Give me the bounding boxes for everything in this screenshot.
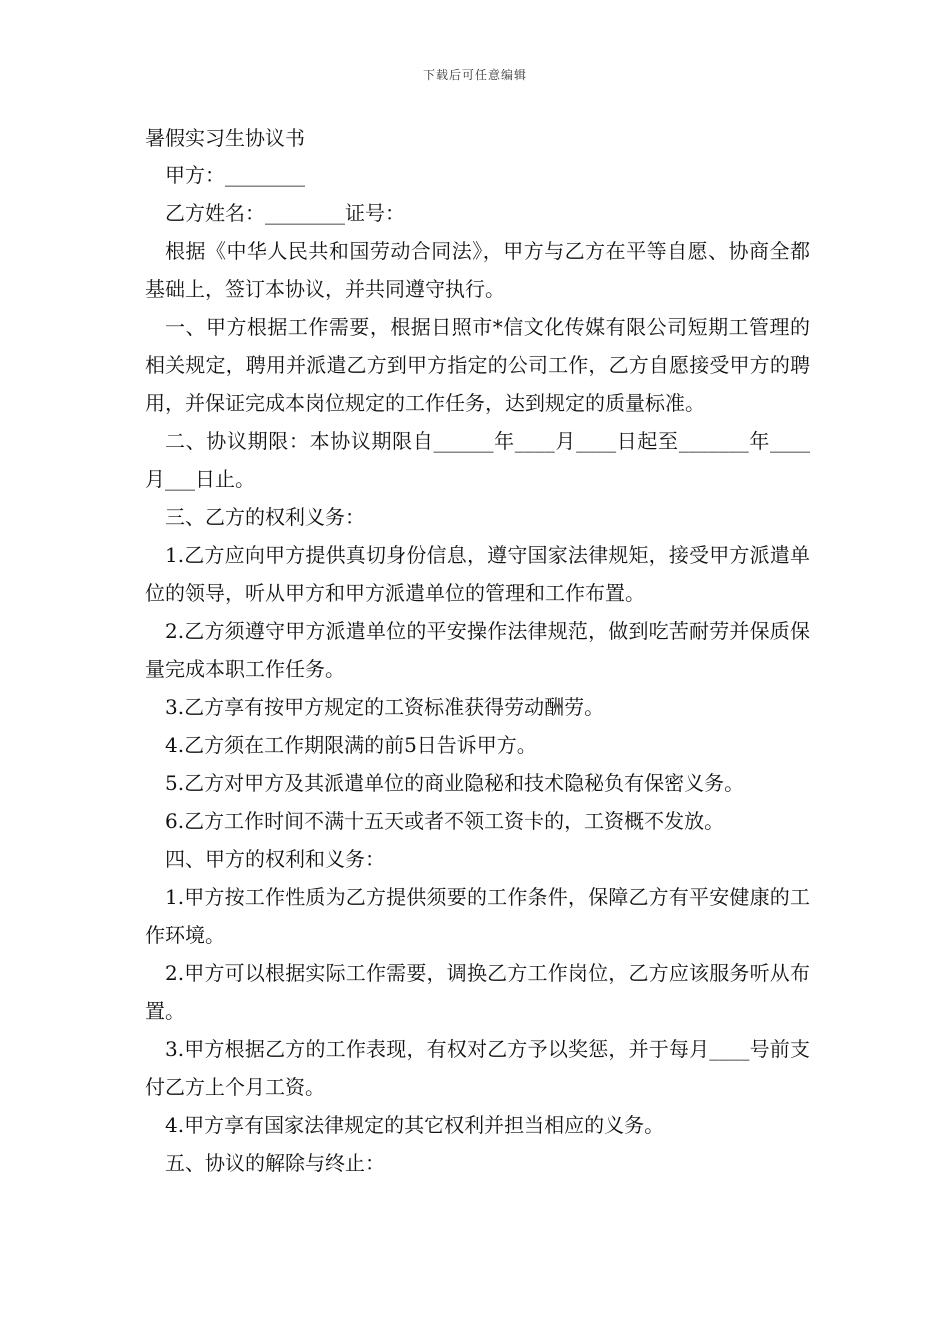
section-3-item-3: 3.乙方享有按甲方规定的工资标准获得劳动酬劳。 xyxy=(165,695,605,719)
section-4-item-3: 3.甲方根据乙方的工作表现，有权对乙方予以奖惩，并于每月____号前支付乙方上个月工资。 xyxy=(145,1037,810,1099)
document-body xyxy=(145,120,810,1182)
section-3-heading: 三、乙方的权利义务： xyxy=(165,505,365,529)
section-4-item-1: 1.甲方按工作性质为乙方提供须要的工作条件，保障乙方有平安健康的工作环境。 xyxy=(145,885,810,947)
section-4-item-4: 4.甲方享有国家法律规定的其它权利并担当相应的义务。 xyxy=(165,1113,665,1137)
clause-2-term: 二、协议期限：本协议期限自______年____月____日起至_______年____月___日止。 xyxy=(145,429,810,491)
document-title: 暑假实习生协议书 xyxy=(145,126,305,150)
section-3-item-5: 5.乙方对甲方及其派遣单位的商业隐秘和技术隐秘负有保密义务。 xyxy=(165,771,745,795)
section-3-item-6: 6.乙方工作时间不满十五天或者不领工资卡的，工资概不发放。 xyxy=(165,809,725,833)
section-5-heading: 五、协议的解除与终止： xyxy=(165,1151,385,1175)
intro-paragraph: 根据《中华人民共和国劳动合同法》，甲方与乙方在平等自愿、协商全都基础上，签订本协议，并共同遵守执行。 xyxy=(145,239,810,301)
section-4-item-2: 2.甲方可以根据实际工作需要，调换乙方工作岗位，乙方应该服务听从布置。 xyxy=(145,961,810,1023)
clause-1: 一、甲方根据工作需要，根据日照市*信文化传媒有限公司短期工管理的相关规定，聘用并派遣乙方到甲方指定的公司工作，乙方自愿接受甲方的聘用，并保证完成本岗位规定的工作任务，达到规定的质量标准。 xyxy=(145,315,810,415)
page-header-note: 下载后可任意编辑 xyxy=(422,68,527,82)
section-3-item-2: 2.乙方须遵守甲方派遣单位的平安操作法律规范，做到吃苦耐劳并保质保量完成本职工作任务。 xyxy=(145,619,810,681)
party-a-line: 甲方：________ xyxy=(165,163,305,187)
party-b-line: 乙方姓名：________证号： xyxy=(165,201,405,225)
section-3-item-4: 4.乙方须在工作期限满的前5日告诉甲方。 xyxy=(165,733,537,757)
section-3-item-1: 1.乙方应向甲方提供真切身份信息，遵守国家法律规矩，接受甲方派遣单位的领导，听从甲方和甲方派遣单位的管理和工作布置。 xyxy=(145,543,810,605)
section-4-heading: 四、甲方的权利和义务： xyxy=(165,847,385,871)
